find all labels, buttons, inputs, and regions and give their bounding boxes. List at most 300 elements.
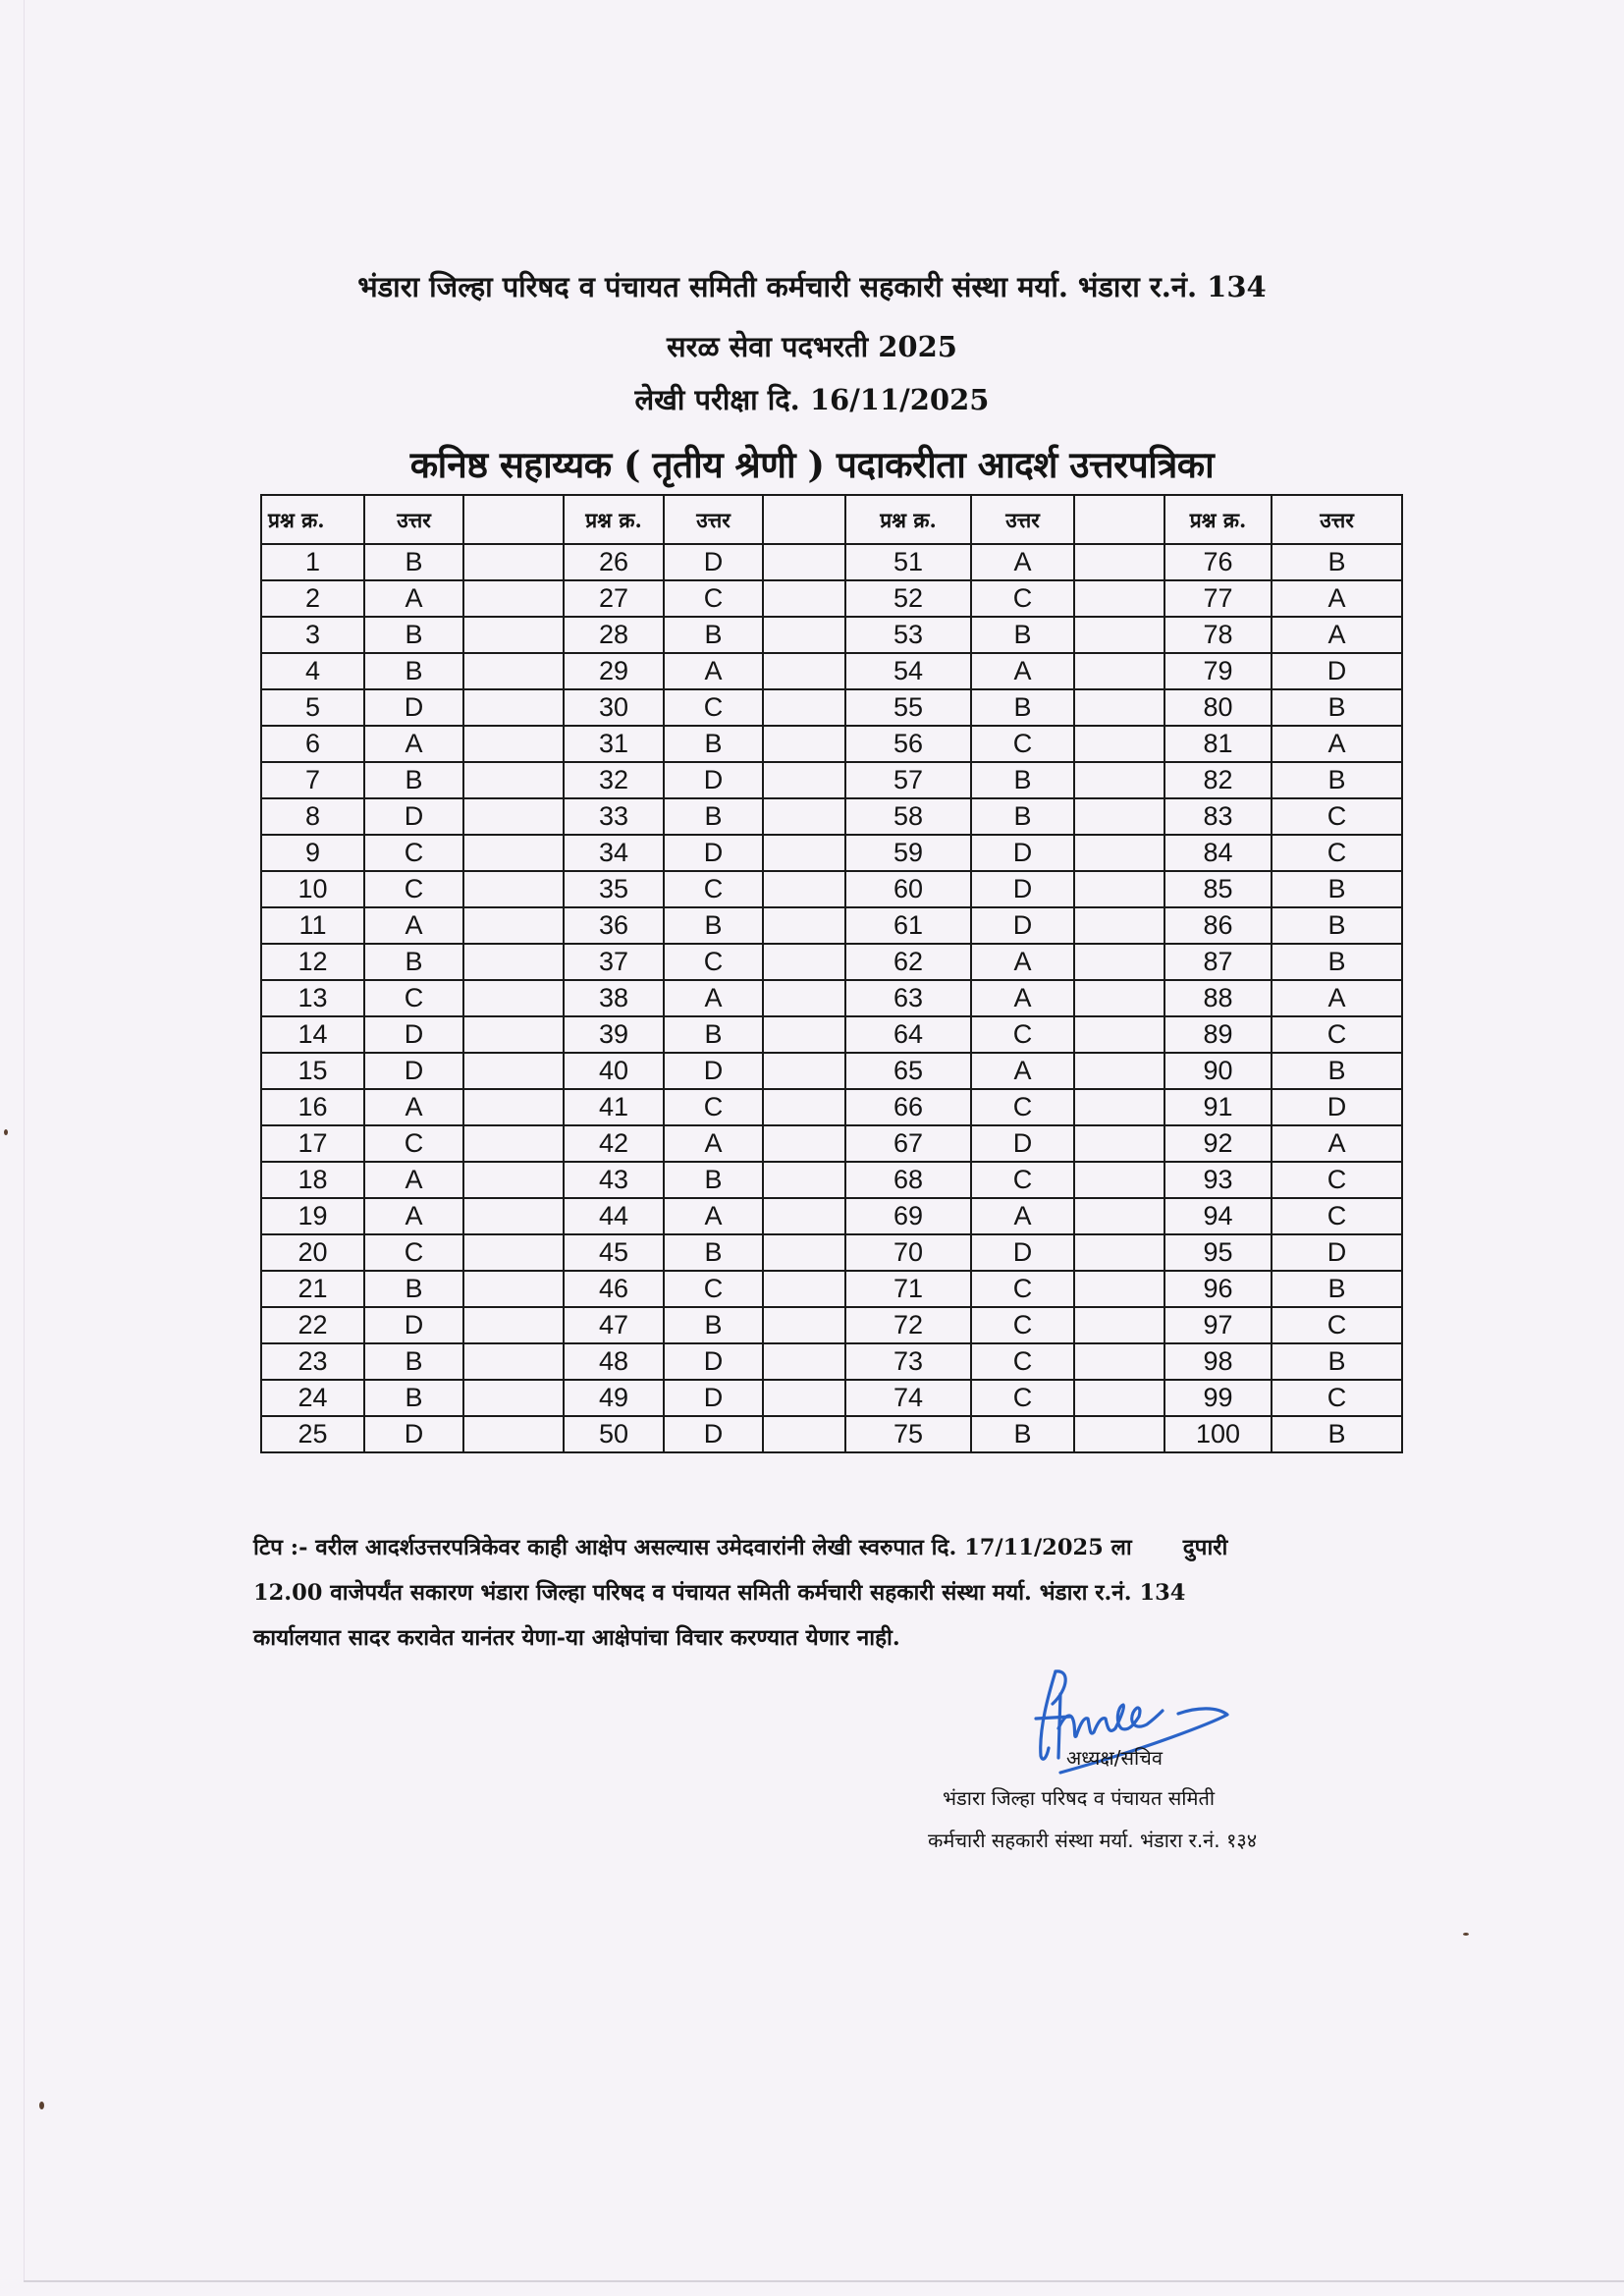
answer-value: B [364,944,463,980]
spacer-cell [763,980,845,1016]
signatory-organization: भंडारा जिल्हा परिषद व पंचायत समिती [943,1786,1216,1810]
spacer-cell [763,944,845,980]
spacer-cell [463,944,564,980]
spacer-cell [763,1416,845,1452]
spacer-cell [1074,1089,1164,1125]
question-number: 7 [261,762,364,798]
answer-value: D [971,871,1074,907]
question-number: 87 [1164,944,1272,980]
question-number: 54 [845,653,971,689]
question-number: 63 [845,980,971,1016]
answer-value: C [364,980,463,1016]
signatory-role: अध्यक्ष/सचिव [1066,1746,1163,1770]
spacer-cell [763,907,845,944]
spacer-cell [763,1089,845,1125]
spacer-cell [463,617,564,653]
answer-value: B [664,907,763,944]
table-row [261,1053,1402,1089]
answer-value: D [364,1053,463,1089]
answer-value: A [1272,980,1402,1016]
question-number: 58 [845,798,971,835]
table-row [261,944,1402,980]
spacer-cell [463,1271,564,1307]
spacer-cell [1074,580,1164,617]
spacer-cell [463,1343,564,1380]
answer-value: A [971,544,1074,580]
answer-value: A [1272,726,1402,762]
spacer-cell [763,617,845,653]
spacer-cell [1074,907,1164,944]
question-number: 42 [564,1125,664,1162]
column-header-question: प्रश्न क्र. [564,495,664,544]
question-number: 12 [261,944,364,980]
table-row [261,1198,1402,1234]
question-number: 44 [564,1198,664,1234]
question-number: 15 [261,1053,364,1089]
answer-value: D [664,544,763,580]
table-row [261,1380,1402,1416]
spacer-cell [1074,1271,1164,1307]
spacer-cell [463,980,564,1016]
question-number: 53 [845,617,971,653]
answer-value: D [664,1416,763,1452]
spacer-cell [463,871,564,907]
answer-value: B [664,726,763,762]
column-header-question: प्रश्न क्र. [261,495,364,544]
answer-value: B [1272,1416,1402,1452]
answer-value: C [664,1271,763,1307]
answer-value: A [664,1125,763,1162]
answer-key-table [260,494,1403,1453]
spacer-cell [763,726,845,762]
question-number: 70 [845,1234,971,1271]
answer-value: A [1272,580,1402,617]
spacer-cell [763,835,845,871]
question-number: 20 [261,1234,364,1271]
answer-value: C [364,835,463,871]
question-number: 74 [845,1380,971,1416]
question-number: 3 [261,617,364,653]
question-number: 14 [261,1016,364,1053]
spacer-cell [463,1053,564,1089]
spacer-cell [463,1198,564,1234]
answer-value: A [364,580,463,617]
question-number: 95 [1164,1234,1272,1271]
answer-value: C [1272,1307,1402,1343]
question-number: 29 [564,653,664,689]
spacer-cell [1074,1198,1164,1234]
answer-value: C [664,689,763,726]
question-number: 34 [564,835,664,871]
spacer-cell [463,907,564,944]
question-number: 21 [261,1271,364,1307]
answer-value: B [364,544,463,580]
question-number: 73 [845,1343,971,1380]
question-number: 66 [845,1089,971,1125]
table-row [261,617,1402,653]
answer-value: B [971,762,1074,798]
question-number: 35 [564,871,664,907]
spacer-cell [463,495,564,544]
spacer-cell [1074,798,1164,835]
answer-value: B [1272,689,1402,726]
question-number: 52 [845,580,971,617]
question-number: 25 [261,1416,364,1452]
answer-value: B [1272,944,1402,980]
question-number: 17 [261,1125,364,1162]
spacer-cell [763,1162,845,1198]
question-number: 100 [1164,1416,1272,1452]
answer-value: C [971,1343,1074,1380]
scan-speck [4,1129,8,1135]
answer-value: A [364,1089,463,1125]
answer-value: D [1272,1234,1402,1271]
answer-value: D [364,689,463,726]
table-row [261,1271,1402,1307]
answer-value: B [664,798,763,835]
spacer-cell [1074,1307,1164,1343]
question-number: 19 [261,1198,364,1234]
answer-value: B [1272,1343,1402,1380]
question-number: 78 [1164,617,1272,653]
table-row [261,1416,1402,1452]
question-number: 39 [564,1016,664,1053]
spacer-cell [463,762,564,798]
question-number: 31 [564,726,664,762]
spacer-cell [463,1016,564,1053]
answer-value: A [364,1162,463,1198]
question-number: 11 [261,907,364,944]
spacer-cell [763,1343,845,1380]
table-row [261,1307,1402,1343]
answer-value: A [1272,617,1402,653]
question-number: 61 [845,907,971,944]
table-row [261,798,1402,835]
question-number: 9 [261,835,364,871]
answer-value: B [971,617,1074,653]
answer-value: B [664,1307,763,1343]
spacer-cell [1074,871,1164,907]
answer-value: C [971,1016,1074,1053]
question-number: 50 [564,1416,664,1452]
spacer-cell [1074,1162,1164,1198]
spacer-cell [763,1016,845,1053]
column-header-answer: उत्तर [364,495,463,544]
answer-value: A [1272,1125,1402,1162]
answer-value: D [664,762,763,798]
answer-value: B [1272,907,1402,944]
spacer-cell [463,1162,564,1198]
spacer-cell [463,544,564,580]
question-number: 68 [845,1162,971,1198]
answer-value: A [971,653,1074,689]
question-number: 92 [1164,1125,1272,1162]
answer-value: A [664,653,763,689]
question-number: 8 [261,798,364,835]
answer-value: C [1272,1016,1402,1053]
question-number: 72 [845,1307,971,1343]
question-number: 40 [564,1053,664,1089]
table-row [261,689,1402,726]
answer-value: A [971,1053,1074,1089]
question-number: 46 [564,1271,664,1307]
answer-value: D [971,1125,1074,1162]
answer-value: C [364,1234,463,1271]
answer-value: D [971,907,1074,944]
column-header-answer: उत्तर [971,495,1074,544]
column-header-answer: उत्तर [1272,495,1402,544]
spacer-cell [763,689,845,726]
spacer-cell [1074,1234,1164,1271]
note-line [253,1525,1382,1570]
question-number: 84 [1164,835,1272,871]
answer-value: C [971,1271,1074,1307]
answer-value: C [971,1089,1074,1125]
spacer-cell [763,1198,845,1234]
answer-value: C [664,1089,763,1125]
answer-value: B [364,617,463,653]
question-number: 33 [564,798,664,835]
question-number: 60 [845,871,971,907]
spacer-cell [1074,726,1164,762]
question-number: 79 [1164,653,1272,689]
spacer-cell [763,580,845,617]
answer-value: C [664,871,763,907]
question-number: 82 [1164,762,1272,798]
spacer-cell [763,871,845,907]
answer-value: C [364,1125,463,1162]
table-row [261,1343,1402,1380]
question-number: 30 [564,689,664,726]
answer-value: C [971,580,1074,617]
note-line: कार्यालयात सादर करावेत यानंतर येणा-या आक्षेपांचा विचार करण्यात येणार नाही. [253,1625,900,1651]
table-header-row [261,495,1402,544]
spacer-cell [1074,617,1164,653]
answer-value: B [1272,871,1402,907]
signatory-organization: कर्मचारी सहकारी संस्था मर्या. भंडारा र.नं. १३४ [928,1829,1258,1852]
question-number: 51 [845,544,971,580]
table-row [261,1162,1402,1198]
spacer-cell [463,1234,564,1271]
page-edge [24,2280,1624,2282]
spacer-cell [763,653,845,689]
answer-value: B [364,1271,463,1307]
answer-value: C [1272,1380,1402,1416]
question-number: 85 [1164,871,1272,907]
column-header-question: प्रश्न क्र. [1164,495,1272,544]
answer-key-title: कनिष्ठ सहाय्यक ( तृतीय श्रेणी ) पदाकरीता आदर्श उत्तरपत्रिका [409,443,1215,486]
question-number: 65 [845,1053,971,1089]
spacer-cell [1074,1125,1164,1162]
answer-value: C [971,1380,1074,1416]
question-number: 38 [564,980,664,1016]
answer-value: B [364,653,463,689]
question-number: 83 [1164,798,1272,835]
spacer-cell [463,689,564,726]
answer-value: D [364,1307,463,1343]
question-number: 75 [845,1416,971,1452]
question-number: 47 [564,1307,664,1343]
question-number: 27 [564,580,664,617]
answer-value: B [364,762,463,798]
answer-value: B [1272,544,1402,580]
spacer-cell [1074,762,1164,798]
answer-value: B [364,1380,463,1416]
answer-value: A [664,980,763,1016]
question-number: 69 [845,1198,971,1234]
spacer-cell [1074,944,1164,980]
question-number: 26 [564,544,664,580]
question-number: 49 [564,1380,664,1416]
question-number: 97 [1164,1307,1272,1343]
answer-value: D [364,798,463,835]
spacer-cell [463,1416,564,1452]
note-text: टिप :- वरील आदर्शउत्तरपत्रिकेवर काही आक्षेप असल्यास उमेदवारांनी लेखी स्वरुपात दि. 17/11/2025 ला [253,1535,1132,1560]
answer-value: D [364,1416,463,1452]
spacer-cell [1074,1016,1164,1053]
answer-value: A [971,980,1074,1016]
question-number: 5 [261,689,364,726]
spacer-cell [463,726,564,762]
question-number: 55 [845,689,971,726]
spacer-cell [763,1380,845,1416]
column-header-answer: उत्तर [664,495,763,544]
question-number: 24 [261,1380,364,1416]
question-number: 56 [845,726,971,762]
answer-value: D [364,1016,463,1053]
question-number: 80 [1164,689,1272,726]
answer-value: D [971,835,1074,871]
question-number: 64 [845,1016,971,1053]
answer-value: A [364,726,463,762]
spacer-cell [463,835,564,871]
column-header-question: प्रश्न क्र. [845,495,971,544]
answer-value: D [1272,1089,1402,1125]
table-row [261,580,1402,617]
answer-value: B [664,1162,763,1198]
spacer-cell [463,580,564,617]
question-number: 45 [564,1234,664,1271]
answer-value: A [971,944,1074,980]
answer-value: B [971,689,1074,726]
spacer-cell [1074,653,1164,689]
question-number: 89 [1164,1016,1272,1053]
spacer-cell [763,762,845,798]
spacer-cell [1074,1380,1164,1416]
answer-value: D [664,1053,763,1089]
question-number: 10 [261,871,364,907]
question-number: 59 [845,835,971,871]
question-number: 36 [564,907,664,944]
spacer-cell [763,1307,845,1343]
question-number: 77 [1164,580,1272,617]
question-number: 94 [1164,1198,1272,1234]
question-number: 88 [1164,980,1272,1016]
table-row [261,762,1402,798]
answer-value: C [1272,835,1402,871]
recruitment-heading: सरळ सेवा पदभरती 2025 [667,330,957,363]
spacer-cell [1074,495,1164,544]
answer-value: B [364,1343,463,1380]
answer-value: B [1272,1053,1402,1089]
question-number: 32 [564,762,664,798]
answer-value: C [971,1307,1074,1343]
answer-value: D [664,1380,763,1416]
question-number: 81 [1164,726,1272,762]
spacer-cell [463,1089,564,1125]
question-number: 23 [261,1343,364,1380]
spacer-cell [763,495,845,544]
table-row [261,1125,1402,1162]
question-number: 93 [1164,1162,1272,1198]
answer-value: D [971,1234,1074,1271]
exam-date-heading: लेखी परीक्षा दि. 16/11/2025 [634,383,990,416]
question-number: 22 [261,1307,364,1343]
answer-value: A [971,1198,1074,1234]
spacer-cell [1074,1053,1164,1089]
answer-value: C [1272,1198,1402,1234]
spacer-cell [463,653,564,689]
question-number: 2 [261,580,364,617]
scan-speck [39,2102,44,2109]
answer-value: B [664,617,763,653]
question-number: 48 [564,1343,664,1380]
question-number: 6 [261,726,364,762]
spacer-cell [463,1307,564,1343]
table-row [261,653,1402,689]
spacer-cell [763,1053,845,1089]
spacer-cell [763,1234,845,1271]
table-row [261,726,1402,762]
table-row [261,544,1402,580]
answer-value: D [1272,653,1402,689]
table-row [261,871,1402,907]
table-row [261,907,1402,944]
answer-value: B [1272,1271,1402,1307]
question-number: 99 [1164,1380,1272,1416]
question-number: 43 [564,1162,664,1198]
scan-speck [1463,1933,1469,1936]
table-row [261,835,1402,871]
spacer-cell [1074,980,1164,1016]
question-number: 41 [564,1089,664,1125]
question-number: 67 [845,1125,971,1162]
question-number: 13 [261,980,364,1016]
spacer-cell [1074,1416,1164,1452]
spacer-cell [463,1380,564,1416]
question-number: 37 [564,944,664,980]
question-number: 16 [261,1089,364,1125]
answer-value: D [664,835,763,871]
question-number: 28 [564,617,664,653]
answer-value: B [971,1416,1074,1452]
organization-heading: भंडारा जिल्हा परिषद व पंचायत समिती कर्मचारी सहकारी संस्था मर्या. भंडारा र.नं. 134 [357,270,1267,303]
answer-value: B [664,1016,763,1053]
answer-value: C [664,580,763,617]
spacer-cell [1074,835,1164,871]
table-row [261,980,1402,1016]
question-number: 71 [845,1271,971,1307]
note-text: दुपारी [1182,1535,1228,1560]
answer-value: A [364,1198,463,1234]
table-row [261,1089,1402,1125]
spacer-cell [763,544,845,580]
answer-value: B [971,798,1074,835]
answer-value: C [971,726,1074,762]
answer-value: C [971,1162,1074,1198]
question-number: 76 [1164,544,1272,580]
answer-value: C [1272,798,1402,835]
